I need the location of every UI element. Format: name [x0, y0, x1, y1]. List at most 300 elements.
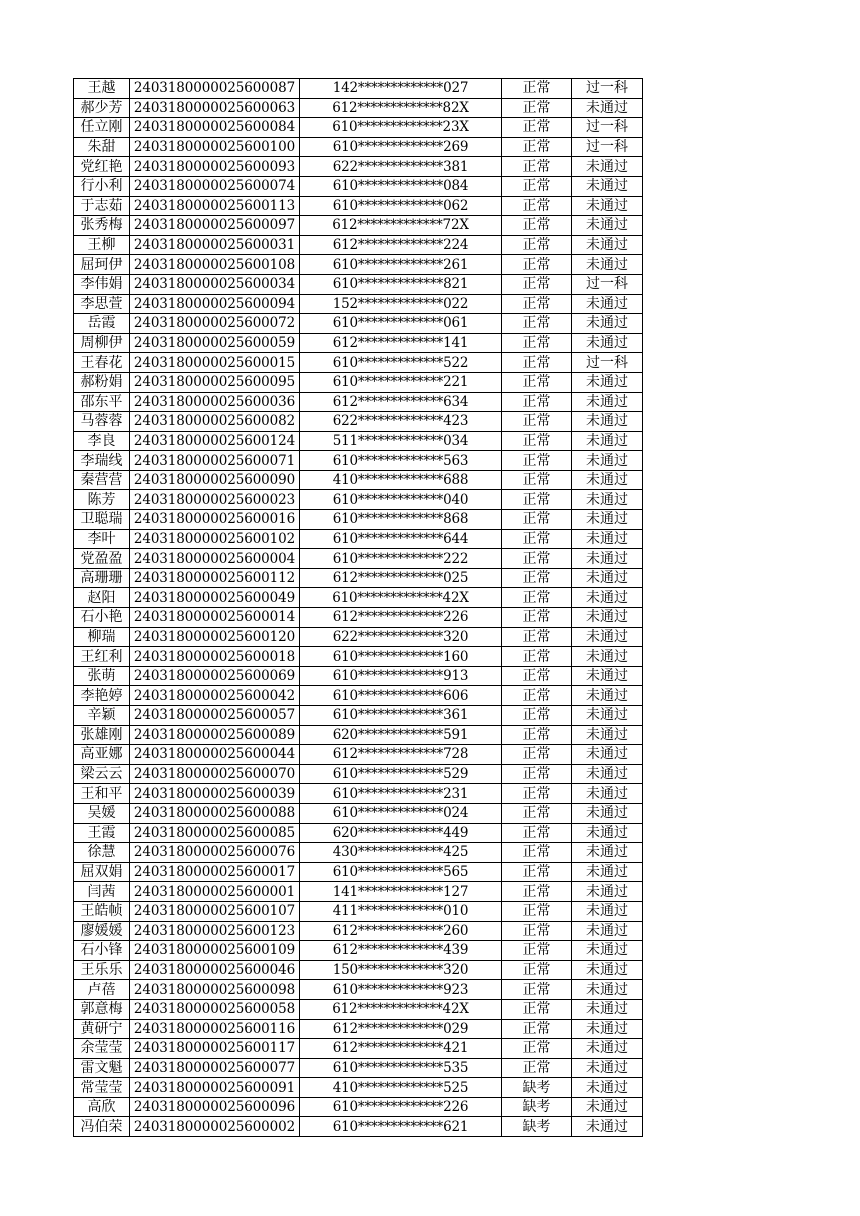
candidate-name-cell: 辛颖	[74, 706, 130, 726]
exam-number-cell: 2403180000025600094	[130, 294, 300, 314]
attendance-status-cell: 正常	[502, 764, 572, 784]
attendance-status-cell: 正常	[502, 608, 572, 628]
exam-result-cell: 未通过	[572, 647, 643, 667]
exam-number-cell: 2403180000025600057	[130, 706, 300, 726]
exam-result-cell: 未通过	[572, 529, 643, 549]
exam-result-cell: 未通过	[572, 666, 643, 686]
exam-number-cell: 2403180000025600098	[130, 980, 300, 1000]
exam-number-cell: 2403180000025600004	[130, 549, 300, 569]
masked-id-cell: 511*************034	[300, 431, 502, 451]
attendance-status-cell: 缺考	[502, 1117, 572, 1137]
masked-id-cell: 612*************421	[300, 1039, 502, 1059]
table-row	[74, 1097, 643, 1117]
exam-number-cell: 2403180000025600039	[130, 784, 300, 804]
exam-result-cell: 未通过	[572, 333, 643, 353]
exam-number-cell: 2403180000025600117	[130, 1039, 300, 1059]
masked-id-cell: 622*************320	[300, 627, 502, 647]
attendance-status-cell: 正常	[502, 745, 572, 765]
exam-result-cell: 未通过	[572, 980, 643, 1000]
attendance-status-cell: 正常	[502, 627, 572, 647]
candidate-name-cell: 王春花	[74, 353, 130, 373]
masked-id-cell: 612*************141	[300, 333, 502, 353]
exam-number-cell: 2403180000025600120	[130, 627, 300, 647]
candidate-name-cell: 柳瑞	[74, 627, 130, 647]
candidate-name-cell: 郝少芳	[74, 98, 130, 118]
candidate-name-cell: 郭意梅	[74, 999, 130, 1019]
candidate-name-cell: 张秀梅	[74, 216, 130, 236]
candidate-name-cell: 高欣	[74, 1097, 130, 1117]
table-row	[74, 980, 643, 1000]
masked-id-cell: 612*************029	[300, 1019, 502, 1039]
attendance-status-cell: 正常	[502, 549, 572, 569]
exam-number-cell: 2403180000025600014	[130, 608, 300, 628]
table-row	[74, 98, 643, 118]
attendance-status-cell: 正常	[502, 431, 572, 451]
attendance-status-cell: 正常	[502, 98, 572, 118]
table-row	[74, 823, 643, 843]
masked-id-cell: 612*************72X	[300, 216, 502, 236]
attendance-status-cell: 缺考	[502, 1097, 572, 1117]
masked-id-cell: 430*************425	[300, 843, 502, 863]
masked-id-cell: 610*************231	[300, 784, 502, 804]
masked-id-cell: 411*************010	[300, 901, 502, 921]
exam-number-cell: 2403180000025600097	[130, 216, 300, 236]
attendance-status-cell: 正常	[502, 118, 572, 138]
masked-id-cell: 612*************82X	[300, 98, 502, 118]
attendance-status-cell: 正常	[502, 647, 572, 667]
table-row	[74, 333, 643, 353]
exam-result-cell: 未通过	[572, 392, 643, 412]
attendance-status-cell: 正常	[502, 666, 572, 686]
exam-number-cell: 2403180000025600095	[130, 372, 300, 392]
exam-number-cell: 2403180000025600089	[130, 725, 300, 745]
masked-id-cell: 610*************529	[300, 764, 502, 784]
exam-number-cell: 2403180000025600074	[130, 176, 300, 196]
exam-number-cell: 2403180000025600001	[130, 882, 300, 902]
exam-number-cell: 2403180000025600046	[130, 960, 300, 980]
masked-id-cell: 610*************606	[300, 686, 502, 706]
table-row	[74, 764, 643, 784]
table-row	[74, 608, 643, 628]
exam-number-cell: 2403180000025600049	[130, 588, 300, 608]
masked-id-cell: 610*************42X	[300, 588, 502, 608]
masked-id-cell: 610*************269	[300, 137, 502, 157]
candidate-name-cell: 王柳	[74, 235, 130, 255]
table-row	[74, 412, 643, 432]
exam-number-cell: 2403180000025600085	[130, 823, 300, 843]
attendance-status-cell: 正常	[502, 412, 572, 432]
table-row	[74, 882, 643, 902]
candidate-name-cell: 马蓉蓉	[74, 412, 130, 432]
table-row	[74, 627, 643, 647]
table-row	[74, 255, 643, 275]
exam-result-cell: 未通过	[572, 901, 643, 921]
exam-result-cell: 未通过	[572, 1117, 643, 1137]
exam-result-cell: 未通过	[572, 294, 643, 314]
candidate-name-cell: 卫聪瑞	[74, 510, 130, 530]
candidate-name-cell: 李瑞线	[74, 451, 130, 471]
exam-number-cell: 2403180000025600088	[130, 803, 300, 823]
attendance-status-cell: 正常	[502, 686, 572, 706]
exam-result-cell: 未通过	[572, 157, 643, 177]
masked-id-cell: 610*************23X	[300, 118, 502, 138]
exam-number-cell: 2403180000025600091	[130, 1078, 300, 1098]
candidate-name-cell: 王红利	[74, 647, 130, 667]
candidate-name-cell: 高珊珊	[74, 568, 130, 588]
table-row	[74, 862, 643, 882]
exam-result-cell: 过一科	[572, 79, 643, 99]
exam-number-cell: 2403180000025600016	[130, 510, 300, 530]
exam-result-cell: 未通过	[572, 784, 643, 804]
candidate-name-cell: 王越	[74, 79, 130, 99]
table-row	[74, 451, 643, 471]
candidate-name-cell: 李伟娟	[74, 274, 130, 294]
masked-id-cell: 610*************084	[300, 176, 502, 196]
exam-number-cell: 2403180000025600044	[130, 745, 300, 765]
masked-id-cell: 410*************688	[300, 470, 502, 490]
table-row	[74, 725, 643, 745]
table-row	[74, 803, 643, 823]
candidate-name-cell: 屈珂伊	[74, 255, 130, 275]
table-row	[74, 470, 643, 490]
attendance-status-cell: 正常	[502, 1019, 572, 1039]
masked-id-cell: 610*************563	[300, 451, 502, 471]
attendance-status-cell: 正常	[502, 353, 572, 373]
candidate-name-cell: 吴媛	[74, 803, 130, 823]
table-row	[74, 941, 643, 961]
table-row	[74, 843, 643, 863]
table-row	[74, 1117, 643, 1137]
candidate-name-cell: 党红艳	[74, 157, 130, 177]
exam-result-cell: 未通过	[572, 588, 643, 608]
exam-result-cell: 未通过	[572, 1039, 643, 1059]
exam-result-cell: 未通过	[572, 451, 643, 471]
exam-number-cell: 2403180000025600031	[130, 235, 300, 255]
masked-id-cell: 610*************040	[300, 490, 502, 510]
table-row	[74, 274, 643, 294]
table-row	[74, 157, 643, 177]
table-row	[74, 686, 643, 706]
attendance-status-cell: 缺考	[502, 1078, 572, 1098]
attendance-status-cell: 正常	[502, 725, 572, 745]
table-row	[74, 745, 643, 765]
table-row	[74, 137, 643, 157]
masked-id-cell: 610*************923	[300, 980, 502, 1000]
table-row	[74, 79, 643, 99]
attendance-status-cell: 正常	[502, 157, 572, 177]
table-row	[74, 588, 643, 608]
masked-id-cell: 612*************224	[300, 235, 502, 255]
attendance-status-cell: 正常	[502, 568, 572, 588]
masked-id-cell: 610*************821	[300, 274, 502, 294]
exam-number-cell: 2403180000025600069	[130, 666, 300, 686]
attendance-status-cell: 正常	[502, 980, 572, 1000]
candidate-name-cell: 邵东平	[74, 392, 130, 412]
table-row	[74, 666, 643, 686]
masked-id-cell: 620*************449	[300, 823, 502, 843]
exam-result-cell: 未通过	[572, 1058, 643, 1078]
exam-result-cell: 未通过	[572, 686, 643, 706]
exam-number-cell: 2403180000025600063	[130, 98, 300, 118]
attendance-status-cell: 正常	[502, 803, 572, 823]
attendance-status-cell: 正常	[502, 1058, 572, 1078]
exam-result-cell: 过一科	[572, 353, 643, 373]
candidate-name-cell: 常莹莹	[74, 1078, 130, 1098]
table-row	[74, 490, 643, 510]
exam-result-cell: 未通过	[572, 490, 643, 510]
table-row	[74, 235, 643, 255]
exam-result-cell: 未通过	[572, 216, 643, 236]
candidate-name-cell: 朱甜	[74, 137, 130, 157]
attendance-status-cell: 正常	[502, 882, 572, 902]
table-row	[74, 960, 643, 980]
table-row	[74, 549, 643, 569]
masked-id-cell: 610*************062	[300, 196, 502, 216]
masked-id-cell: 610*************522	[300, 353, 502, 373]
exam-result-cell: 未通过	[572, 98, 643, 118]
attendance-status-cell: 正常	[502, 392, 572, 412]
exam-result-cell: 过一科	[572, 137, 643, 157]
exam-result-cell: 过一科	[572, 118, 643, 138]
exam-result-cell: 未通过	[572, 412, 643, 432]
exam-number-cell: 2403180000025600002	[130, 1117, 300, 1137]
exam-number-cell: 2403180000025600042	[130, 686, 300, 706]
candidate-name-cell: 李良	[74, 431, 130, 451]
attendance-status-cell: 正常	[502, 235, 572, 255]
exam-number-cell: 2403180000025600023	[130, 490, 300, 510]
table-row	[74, 510, 643, 530]
attendance-status-cell: 正常	[502, 529, 572, 549]
masked-id-cell: 612*************42X	[300, 999, 502, 1019]
table-row	[74, 118, 643, 138]
exam-result-cell: 未通过	[572, 470, 643, 490]
masked-id-cell: 620*************591	[300, 725, 502, 745]
attendance-status-cell: 正常	[502, 294, 572, 314]
attendance-status-cell: 正常	[502, 510, 572, 530]
masked-id-cell: 612*************226	[300, 608, 502, 628]
candidate-name-cell: 闫茜	[74, 882, 130, 902]
candidate-name-cell: 雷文魁	[74, 1058, 130, 1078]
candidate-name-cell: 秦营营	[74, 470, 130, 490]
exam-number-cell: 2403180000025600096	[130, 1097, 300, 1117]
masked-id-cell: 610*************361	[300, 706, 502, 726]
masked-id-cell: 612*************439	[300, 941, 502, 961]
masked-id-cell: 610*************621	[300, 1117, 502, 1137]
exam-number-cell: 2403180000025600116	[130, 1019, 300, 1039]
masked-id-cell: 612*************025	[300, 568, 502, 588]
attendance-status-cell: 正常	[502, 960, 572, 980]
exam-result-cell: 未通过	[572, 510, 643, 530]
exam-result-cell: 未通过	[572, 843, 643, 863]
attendance-status-cell: 正常	[502, 137, 572, 157]
candidate-name-cell: 屈双娟	[74, 862, 130, 882]
exam-number-cell: 2403180000025600018	[130, 647, 300, 667]
exam-result-cell: 未通过	[572, 196, 643, 216]
exam-number-cell: 2403180000025600108	[130, 255, 300, 275]
candidate-name-cell: 行小利	[74, 176, 130, 196]
results-table	[73, 78, 643, 1137]
exam-number-cell: 2403180000025600072	[130, 314, 300, 334]
candidate-name-cell: 任立刚	[74, 118, 130, 138]
attendance-status-cell: 正常	[502, 490, 572, 510]
exam-result-cell: 过一科	[572, 274, 643, 294]
attendance-status-cell: 正常	[502, 921, 572, 941]
exam-result-cell: 未通过	[572, 431, 643, 451]
masked-id-cell: 610*************535	[300, 1058, 502, 1078]
candidate-name-cell: 李思萱	[74, 294, 130, 314]
masked-id-cell: 610*************160	[300, 647, 502, 667]
masked-id-cell: 142*************027	[300, 79, 502, 99]
exam-result-cell: 未通过	[572, 314, 643, 334]
exam-number-cell: 2403180000025600084	[130, 118, 300, 138]
attendance-status-cell: 正常	[502, 176, 572, 196]
exam-result-cell: 未通过	[572, 823, 643, 843]
candidate-name-cell: 岳霞	[74, 314, 130, 334]
exam-number-cell: 2403180000025600113	[130, 196, 300, 216]
table-row	[74, 784, 643, 804]
candidate-name-cell: 郝粉娟	[74, 372, 130, 392]
table-row	[74, 999, 643, 1019]
attendance-status-cell: 正常	[502, 216, 572, 236]
attendance-status-cell: 正常	[502, 1039, 572, 1059]
candidate-name-cell: 高亚娜	[74, 745, 130, 765]
candidate-name-cell: 党盈盈	[74, 549, 130, 569]
candidate-name-cell: 王霞	[74, 823, 130, 843]
candidate-name-cell: 王和平	[74, 784, 130, 804]
attendance-status-cell: 正常	[502, 470, 572, 490]
candidate-name-cell: 徐慧	[74, 843, 130, 863]
table-row	[74, 1078, 643, 1098]
attendance-status-cell: 正常	[502, 255, 572, 275]
candidate-name-cell: 石小锋	[74, 941, 130, 961]
exam-result-cell: 未通过	[572, 764, 643, 784]
exam-result-cell: 未通过	[572, 235, 643, 255]
exam-result-cell: 未通过	[572, 999, 643, 1019]
exam-number-cell: 2403180000025600071	[130, 451, 300, 471]
exam-number-cell: 2403180000025600034	[130, 274, 300, 294]
candidate-name-cell: 梁云云	[74, 764, 130, 784]
candidate-name-cell: 王皓帧	[74, 901, 130, 921]
table-row	[74, 1019, 643, 1039]
candidate-name-cell: 于志茹	[74, 196, 130, 216]
candidate-name-cell: 廖媛媛	[74, 921, 130, 941]
masked-id-cell: 610*************565	[300, 862, 502, 882]
exam-number-cell: 2403180000025600090	[130, 470, 300, 490]
exam-number-cell: 2403180000025600107	[130, 901, 300, 921]
exam-result-cell: 未通过	[572, 921, 643, 941]
table-row	[74, 647, 643, 667]
masked-id-cell: 622*************381	[300, 157, 502, 177]
candidate-name-cell: 赵阳	[74, 588, 130, 608]
exam-result-cell: 未通过	[572, 176, 643, 196]
exam-result-cell: 未通过	[572, 960, 643, 980]
exam-result-cell: 未通过	[572, 941, 643, 961]
attendance-status-cell: 正常	[502, 941, 572, 961]
attendance-status-cell: 正常	[502, 333, 572, 353]
masked-id-cell: 622*************423	[300, 412, 502, 432]
table-row	[74, 529, 643, 549]
exam-number-cell: 2403180000025600070	[130, 764, 300, 784]
masked-id-cell: 610*************226	[300, 1097, 502, 1117]
attendance-status-cell: 正常	[502, 901, 572, 921]
exam-result-cell: 未通过	[572, 549, 643, 569]
masked-id-cell: 612*************728	[300, 745, 502, 765]
candidate-name-cell: 石小艳	[74, 608, 130, 628]
table-row	[74, 176, 643, 196]
attendance-status-cell: 正常	[502, 372, 572, 392]
masked-id-cell: 610*************261	[300, 255, 502, 275]
exam-result-cell: 未通过	[572, 255, 643, 275]
attendance-status-cell: 正常	[502, 79, 572, 99]
masked-id-cell: 612*************634	[300, 392, 502, 412]
exam-number-cell: 2403180000025600109	[130, 941, 300, 961]
exam-number-cell: 2403180000025600093	[130, 157, 300, 177]
exam-number-cell: 2403180000025600082	[130, 412, 300, 432]
attendance-status-cell: 正常	[502, 999, 572, 1019]
attendance-status-cell: 正常	[502, 862, 572, 882]
exam-number-cell: 2403180000025600112	[130, 568, 300, 588]
exam-result-cell: 未通过	[572, 568, 643, 588]
exam-number-cell: 2403180000025600059	[130, 333, 300, 353]
exam-result-cell: 未通过	[572, 725, 643, 745]
masked-id-cell: 610*************868	[300, 510, 502, 530]
table-row	[74, 1058, 643, 1078]
exam-result-cell: 未通过	[572, 627, 643, 647]
table-row	[74, 294, 643, 314]
table-row	[74, 196, 643, 216]
table-row	[74, 431, 643, 451]
exam-result-cell: 未通过	[572, 882, 643, 902]
table-row	[74, 1039, 643, 1059]
table-row	[74, 314, 643, 334]
masked-id-cell: 610*************644	[300, 529, 502, 549]
masked-id-cell: 610*************913	[300, 666, 502, 686]
results-table-body	[74, 79, 643, 1137]
masked-id-cell: 610*************024	[300, 803, 502, 823]
exam-result-cell: 未通过	[572, 608, 643, 628]
attendance-status-cell: 正常	[502, 451, 572, 471]
attendance-status-cell: 正常	[502, 588, 572, 608]
masked-id-cell: 410*************525	[300, 1078, 502, 1098]
exam-number-cell: 2403180000025600077	[130, 1058, 300, 1078]
exam-result-cell: 未通过	[572, 1019, 643, 1039]
exam-number-cell: 2403180000025600017	[130, 862, 300, 882]
attendance-status-cell: 正常	[502, 843, 572, 863]
exam-result-cell: 未通过	[572, 862, 643, 882]
exam-number-cell: 2403180000025600100	[130, 137, 300, 157]
candidate-name-cell: 周柳伊	[74, 333, 130, 353]
candidate-name-cell: 张萌	[74, 666, 130, 686]
masked-id-cell: 612*************260	[300, 921, 502, 941]
table-row	[74, 392, 643, 412]
exam-number-cell: 2403180000025600102	[130, 529, 300, 549]
attendance-status-cell: 正常	[502, 314, 572, 334]
table-row	[74, 372, 643, 392]
exam-number-cell: 2403180000025600087	[130, 79, 300, 99]
candidate-name-cell: 冯伯荣	[74, 1117, 130, 1137]
attendance-status-cell: 正常	[502, 784, 572, 804]
table-row	[74, 706, 643, 726]
exam-result-cell: 未通过	[572, 1097, 643, 1117]
table-row	[74, 901, 643, 921]
exam-number-cell: 2403180000025600124	[130, 431, 300, 451]
attendance-status-cell: 正常	[502, 706, 572, 726]
candidate-name-cell: 李叶	[74, 529, 130, 549]
table-row	[74, 921, 643, 941]
candidate-name-cell: 黄研宁	[74, 1019, 130, 1039]
candidate-name-cell: 王乐乐	[74, 960, 130, 980]
candidate-name-cell: 余莹莹	[74, 1039, 130, 1059]
